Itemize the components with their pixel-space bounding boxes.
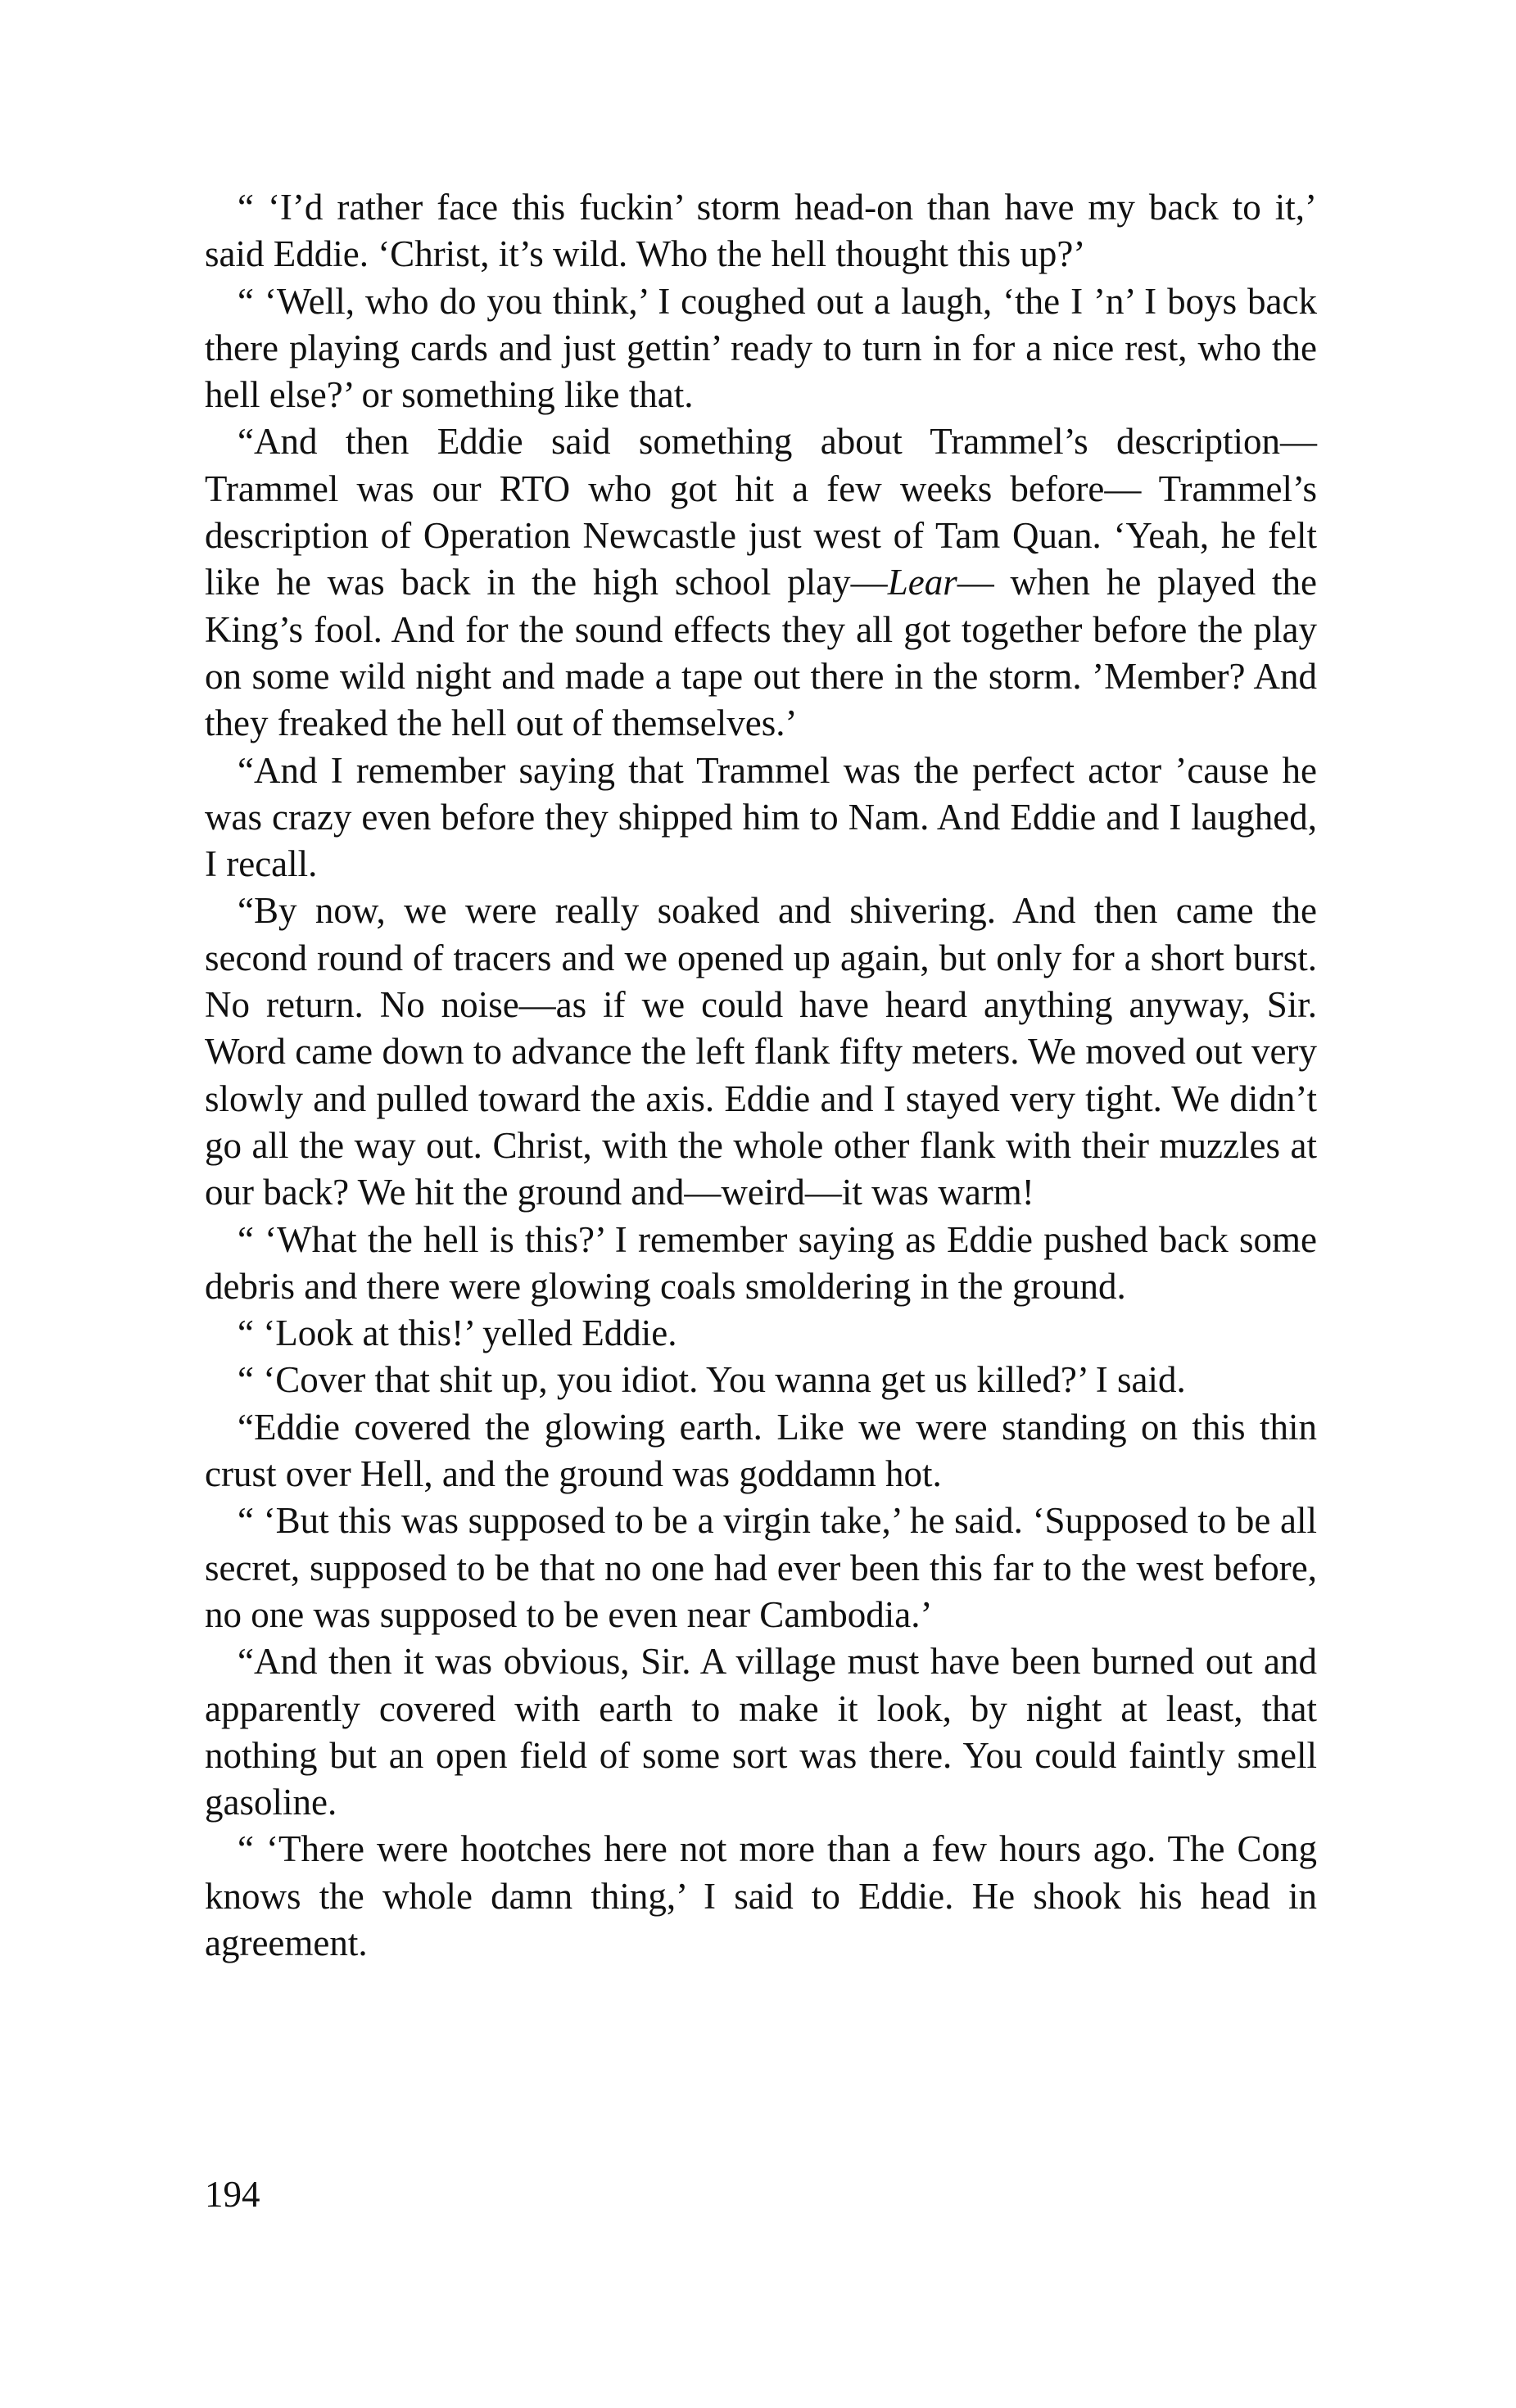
paragraph-text: “ ‘Look at this!’ yelled Eddie. bbox=[238, 1312, 677, 1354]
paragraph-text: “By now, we were really soaked and shivering. And then came the second round of tracers and we opened up again, but only for a short burst. No return. No noise—as if we could have heard anything anyway, Sir. Word came down to advance the left flank fifty meters. We moved out very slowly and pulled toward the axis. Eddie and I stayed very tight. We didn’t go all the way out. Christ, with the whole other flank with their muzzles at our back? We hit the ground and—weird—it was warm! bbox=[205, 890, 1317, 1213]
paragraph-text: “ ‘I’d rather face this fuckin’ storm head-on than have my back to it,’ said Eddie. ‘Christ, it’s wild. Who the hell thought this up?’ bbox=[205, 187, 1317, 275]
body-text bbox=[205, 184, 1317, 1967]
paragraph-text: “ ‘But this was supposed to be a virgin take,’ he said. ‘Supposed to be all secret, supposed to be that no one had ever been this far to the west before, no one was supposed to be even near Cambodia.’ bbox=[205, 1500, 1317, 1635]
paragraph-text: “ ‘There were hootches here not more than a few hours ago. The Cong knows the whole damn thing,’ I said to Eddie. He shook his head in agreement. bbox=[205, 1828, 1317, 1963]
paragraph-3 bbox=[205, 418, 1317, 747]
paragraph-10 bbox=[205, 1498, 1317, 1638]
paragraph-8 bbox=[205, 1357, 1317, 1403]
paragraph-6 bbox=[205, 1217, 1317, 1311]
paragraph-text: “Eddie covered the glowing earth. Like we were standing on this thin crust over Hell, and the ground was goddamn hot. bbox=[205, 1406, 1317, 1495]
paragraph-4 bbox=[205, 748, 1317, 888]
paragraph-9 bbox=[205, 1404, 1317, 1498]
paragraph-2 bbox=[205, 278, 1317, 419]
paragraph-1 bbox=[205, 184, 1317, 278]
paragraph-text: “And then it was obvious, Sir. A village must have been burned out and apparently covered with earth to make it look, by night at least, that nothing but an open field of some sort was there. You could faintly smell gasoline. bbox=[205, 1641, 1317, 1823]
page-number: 194 bbox=[205, 2174, 260, 2215]
paragraph-12 bbox=[205, 1826, 1317, 1967]
paragraph-text: “ ‘Well, who do you think,’ I coughed out a laugh, ‘the I ’n’ I boys back there playing cards and just gettin’ ready to turn in for a nice rest, who the hell else?’ or something like that. bbox=[205, 280, 1317, 416]
paragraph-text-continued: — when he played the King’s fool. And for the sound effects they all got together before the play on some wild night and made a tape out there in the storm. ’Member? And they freaked the hell out of themselves.’ bbox=[205, 562, 1317, 744]
paragraph-text: “And then Eddie said something about Trammel’s description— Trammel was our RTO who got hit a few weeks before— Trammel’s description of Operation Newcastle just west of Tam Quan. ‘Yeah, he felt like he was back in the high school play— bbox=[205, 421, 1317, 603]
play-title: Lear bbox=[887, 562, 957, 603]
paragraph-11 bbox=[205, 1638, 1317, 1826]
paragraph-text: “ ‘Cover that shit up, you idiot. You wanna get us killed?’ I said. bbox=[238, 1359, 1186, 1401]
paragraph-5 bbox=[205, 888, 1317, 1216]
paragraph-text: “ ‘What the hell is this?’ I remember saying as Eddie pushed back some debris and there were glowing coals smoldering in the ground. bbox=[205, 1218, 1317, 1307]
paragraph-7 bbox=[205, 1310, 1317, 1357]
paragraph-text: “And I remember saying that Trammel was the perfect actor ’cause he was crazy even before they shipped him to Nam. And Eddie and I laughed, I recall. bbox=[205, 749, 1317, 885]
